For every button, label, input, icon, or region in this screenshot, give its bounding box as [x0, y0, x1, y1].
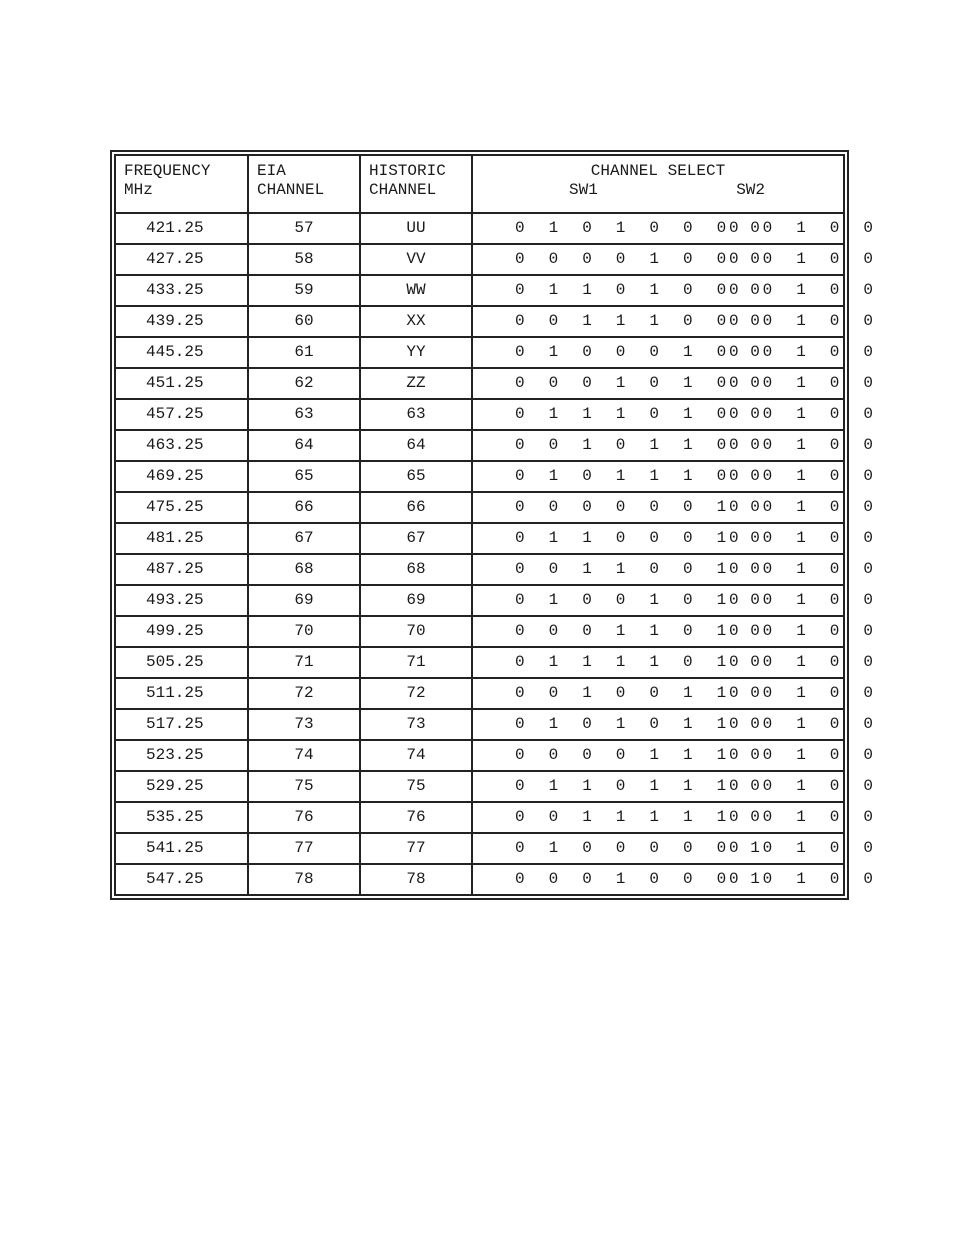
eia-channel-cell: 59	[248, 275, 360, 306]
sw1-setting: 0 0 1 1 0 0 1 0	[515, 560, 768, 578]
header-historic-channel	[360, 155, 472, 213]
table-header-row	[115, 155, 844, 213]
table-row	[115, 833, 844, 864]
eia-channel-cell: 66	[248, 492, 360, 523]
channel-select-cell	[472, 864, 881, 895]
sw2-setting: 0 0 1 0 0	[729, 436, 881, 454]
sw2-setting: 0 0 1 0 0	[729, 498, 881, 516]
table-row	[115, 337, 844, 368]
historic-channel-cell: YY	[360, 337, 472, 368]
eia-channel-cell: 60	[248, 306, 360, 337]
header-frequency	[115, 155, 248, 213]
table-row	[115, 864, 844, 895]
frequency-cell: 499.25	[115, 616, 248, 647]
sw2-setting: 0 0 1 0 0	[729, 653, 881, 671]
sw2-setting: 0 0 1 0 0	[729, 746, 881, 764]
channel-select-cell	[472, 306, 881, 337]
eia-channel-cell: 76	[248, 802, 360, 833]
sw1-setting: 0 0 0 0 1 1 1 0	[515, 746, 768, 764]
sw2-setting: 0 0 1 0 0	[729, 219, 881, 237]
eia-channel-cell: 69	[248, 585, 360, 616]
frequency-cell: 523.25	[115, 740, 248, 771]
frequency-cell: 427.25	[115, 244, 248, 275]
sw2-setting: 0 0 1 0 0	[729, 715, 881, 733]
channel-select-cell	[472, 833, 881, 864]
sw1-setting: 0 1 1 0 0 0 1 0	[515, 529, 768, 547]
sw2-setting: 0 0 1 0 0	[729, 684, 881, 702]
sw1-setting: 0 0 1 1 1 1 1 0	[515, 808, 768, 826]
header-sw2: SW2	[736, 181, 765, 199]
sw1-setting: 0 1 1 1 1 0 1 0	[515, 653, 768, 671]
historic-channel-cell: UU	[360, 213, 472, 244]
historic-channel-cell: 71	[360, 647, 472, 678]
header-channel-select	[472, 155, 844, 213]
frequency-cell: 511.25	[115, 678, 248, 709]
sw1-setting: 0 0 0 1 0 1 0 0	[515, 374, 768, 392]
sw1-setting: 0 0 1 0 0 1 1 0	[515, 684, 768, 702]
historic-channel-cell: WW	[360, 275, 472, 306]
eia-channel-cell: 61	[248, 337, 360, 368]
sw1-setting: 0 1 0 0 0 1 0 0	[515, 343, 768, 361]
channel-select-cell	[472, 399, 881, 430]
table-row	[115, 585, 844, 616]
header-eia-channel	[248, 155, 360, 213]
channel-select-cell	[472, 554, 881, 585]
channel-select-cell	[472, 492, 881, 523]
historic-channel-cell: 66	[360, 492, 472, 523]
historic-channel-cell: 63	[360, 399, 472, 430]
header-sw1: SW1	[569, 181, 598, 199]
eia-channel-cell: 57	[248, 213, 360, 244]
sw2-setting: 0 0 1 0 0	[729, 312, 881, 330]
historic-channel-cell: 76	[360, 802, 472, 833]
eia-channel-cell: 58	[248, 244, 360, 275]
historic-channel-cell: 73	[360, 709, 472, 740]
sw1-setting: 0 1 0 0 0 0 0 1	[515, 839, 768, 857]
table-row	[115, 678, 844, 709]
sw2-setting: 0 0 1 0 0	[729, 839, 881, 857]
sw1-setting: 0 1 0 1 0 1 1 0	[515, 715, 768, 733]
table-row	[115, 461, 844, 492]
header-eia-line1: EIA	[257, 162, 286, 180]
frequency-cell: 493.25	[115, 585, 248, 616]
eia-channel-cell: 71	[248, 647, 360, 678]
table-row	[115, 430, 844, 461]
eia-channel-cell: 73	[248, 709, 360, 740]
channel-select-cell	[472, 368, 881, 399]
table-row	[115, 399, 844, 430]
sw1-setting: 0 1 1 1 0 1 0 0	[515, 405, 768, 423]
frequency-cell: 457.25	[115, 399, 248, 430]
sw2-setting: 0 0 1 0 0	[729, 467, 881, 485]
sw2-setting: 0 0 1 0 0	[729, 405, 881, 423]
header-eia-line2: CHANNEL	[257, 181, 325, 199]
sw1-setting: 0 1 0 1 0 0 0 0	[515, 219, 768, 237]
historic-channel-cell: 75	[360, 771, 472, 802]
historic-channel-cell: 67	[360, 523, 472, 554]
table-row	[115, 368, 844, 399]
sw2-setting: 0 0 1 0 0	[729, 281, 881, 299]
sw2-setting: 0 0 1 0 0	[729, 560, 881, 578]
historic-channel-cell: 68	[360, 554, 472, 585]
eia-channel-cell: 67	[248, 523, 360, 554]
sw2-setting: 0 0 1 0 0	[729, 777, 881, 795]
frequency-cell: 433.25	[115, 275, 248, 306]
frequency-cell: 505.25	[115, 647, 248, 678]
table-row	[115, 740, 844, 771]
table-row	[115, 523, 844, 554]
table-row	[115, 213, 844, 244]
eia-channel-cell: 78	[248, 864, 360, 895]
eia-channel-cell: 74	[248, 740, 360, 771]
sw1-setting: 0 0 0 0 1 0 0 0	[515, 250, 768, 268]
channel-select-cell	[472, 678, 881, 709]
sw1-setting: 0 1 0 0 1 0 1 0	[515, 591, 768, 609]
sw1-setting: 0 1 1 0 1 1 1 0	[515, 777, 768, 795]
historic-channel-cell: VV	[360, 244, 472, 275]
sw1-setting: 0 0 1 1 1 0 0 0	[515, 312, 768, 330]
table-row	[115, 492, 844, 523]
table-row	[115, 709, 844, 740]
historic-channel-cell: 64	[360, 430, 472, 461]
historic-channel-cell: 72	[360, 678, 472, 709]
eia-channel-cell: 75	[248, 771, 360, 802]
header-frequency-unit: MHz	[124, 181, 153, 199]
frequency-cell: 463.25	[115, 430, 248, 461]
table-body	[115, 213, 881, 895]
sw2-setting: 0 0 1 0 0	[729, 591, 881, 609]
frequency-cell: 439.25	[115, 306, 248, 337]
historic-channel-cell: 70	[360, 616, 472, 647]
header-frequency-line1: FREQUENCY	[124, 162, 211, 180]
historic-channel-cell: XX	[360, 306, 472, 337]
table-row	[115, 244, 844, 275]
sw2-setting: 0 0 1 0 0	[729, 529, 881, 547]
channel-select-cell	[472, 275, 881, 306]
eia-channel-cell: 72	[248, 678, 360, 709]
frequency-cell: 469.25	[115, 461, 248, 492]
table-row	[115, 306, 844, 337]
channel-select-cell	[472, 244, 881, 275]
frequency-cell: 547.25	[115, 864, 248, 895]
channel-select-cell	[472, 709, 881, 740]
frequency-cell: 517.25	[115, 709, 248, 740]
frequency-cell: 487.25	[115, 554, 248, 585]
channel-select-cell	[472, 213, 881, 244]
table-row	[115, 771, 844, 802]
channel-select-cell	[472, 585, 881, 616]
header-switch-labels	[473, 181, 843, 200]
channel-select-cell	[472, 802, 881, 833]
channel-select-cell	[472, 523, 881, 554]
frequency-cell: 529.25	[115, 771, 248, 802]
sw1-setting: 0 0 0 1 1 0 1 0	[515, 622, 768, 640]
channel-table-frame	[110, 150, 881, 900]
historic-channel-cell: 65	[360, 461, 472, 492]
frequency-cell: 541.25	[115, 833, 248, 864]
sw1-setting: 0 0 0 0 0 0 1 0	[515, 498, 768, 516]
frequency-cell: 421.25	[115, 213, 248, 244]
eia-channel-cell: 65	[248, 461, 360, 492]
sw1-setting: 0 0 1 0 1 1 0 0	[515, 436, 768, 454]
sw2-setting: 0 0 1 0 0	[729, 250, 881, 268]
sw2-setting: 0 0 1 0 0	[729, 808, 881, 826]
historic-channel-cell: 78	[360, 864, 472, 895]
table-row	[115, 802, 844, 833]
channel-select-cell	[472, 616, 881, 647]
eia-channel-cell: 70	[248, 616, 360, 647]
sw2-setting: 0 0 1 0 0	[729, 343, 881, 361]
historic-channel-cell: 77	[360, 833, 472, 864]
channel-select-cell	[472, 647, 881, 678]
table-row	[115, 616, 844, 647]
eia-channel-cell: 62	[248, 368, 360, 399]
channel-select-cell	[472, 337, 881, 368]
sw1-setting: 0 0 0 1 0 0 0 1	[515, 870, 768, 888]
frequency-cell: 451.25	[115, 368, 248, 399]
eia-channel-cell: 77	[248, 833, 360, 864]
historic-channel-cell: ZZ	[360, 368, 472, 399]
eia-channel-cell: 68	[248, 554, 360, 585]
channel-select-table	[114, 154, 881, 896]
sw1-setting: 0 1 1 0 1 0 0 0	[515, 281, 768, 299]
frequency-cell: 475.25	[115, 492, 248, 523]
header-channel-select-title: CHANNEL SELECT	[590, 162, 726, 180]
sw2-setting: 0 0 1 0 0	[729, 374, 881, 392]
table-row	[115, 554, 844, 585]
frequency-cell: 445.25	[115, 337, 248, 368]
historic-channel-cell: 69	[360, 585, 472, 616]
sw2-setting: 0 0 1 0 0	[729, 870, 881, 888]
header-historic-line2: CHANNEL	[369, 181, 437, 199]
historic-channel-cell: 74	[360, 740, 472, 771]
table-row	[115, 647, 844, 678]
channel-select-cell	[472, 461, 881, 492]
eia-channel-cell: 64	[248, 430, 360, 461]
sw1-setting: 0 1 0 1 1 1 0 0	[515, 467, 768, 485]
header-historic-line1: HISTORIC	[369, 162, 446, 180]
sw2-setting: 0 0 1 0 0	[729, 622, 881, 640]
channel-select-cell	[472, 771, 881, 802]
frequency-cell: 481.25	[115, 523, 248, 554]
eia-channel-cell: 63	[248, 399, 360, 430]
table-row	[115, 275, 844, 306]
channel-select-cell	[472, 740, 881, 771]
frequency-cell: 535.25	[115, 802, 248, 833]
channel-select-cell	[472, 430, 881, 461]
